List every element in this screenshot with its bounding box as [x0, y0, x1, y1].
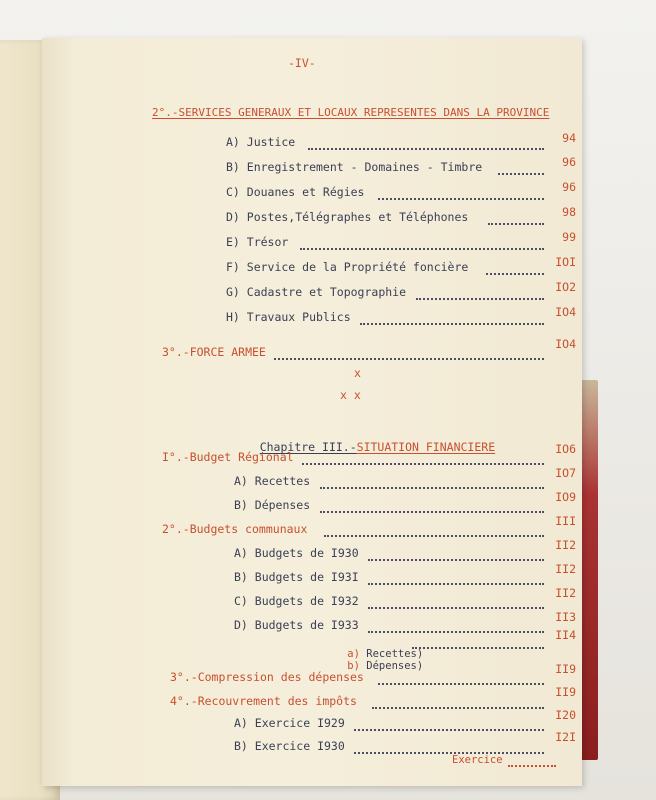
toc-entry-page: 98: [562, 205, 576, 219]
page-number: -IV-: [288, 56, 316, 70]
toc-entry-page: IOI: [555, 255, 576, 269]
dot-leader: [498, 173, 544, 175]
sub-entry-b-marker: b): [347, 660, 360, 672]
separator-mark: x x: [340, 388, 361, 402]
dot-leader: [300, 248, 544, 250]
toc-entry-label: A) Justice: [226, 135, 296, 149]
dot-leader: [412, 647, 544, 649]
toc-entry-page: IO4: [555, 305, 576, 319]
compression-heading: 3°.-Compression des dépenses: [170, 670, 364, 684]
sub-entry-a-marker: a): [347, 648, 360, 660]
toc-entry-label: C) Budgets de I932: [234, 594, 359, 608]
dot-leader: [488, 223, 544, 225]
toc-entry-label: B) Dépenses: [234, 498, 311, 512]
dot-leader: [274, 358, 544, 360]
dot-leader: [354, 752, 544, 754]
sub-entry-a-label: Recettes): [366, 648, 424, 660]
toc-entry-label: A) Exercice I929: [234, 716, 345, 730]
dot-leader: [368, 631, 544, 633]
toc-entry-page: II2: [555, 562, 576, 576]
toc-entry-page: 96: [562, 155, 576, 169]
dot-leader: [368, 607, 544, 609]
toc-entry-label: E) Trésor: [226, 235, 289, 249]
dot-leader: [372, 707, 544, 709]
toc-entry-page: IO2: [555, 280, 576, 294]
dot-leader: [354, 729, 544, 731]
budget-regional-page: IO6: [555, 442, 576, 456]
toc-entry-label: F) Service de la Propriété foncière: [226, 260, 469, 274]
recouvrement-heading: 4°.-Recouvrement des impôts: [170, 694, 357, 708]
dot-leader: [360, 323, 544, 325]
dot-leader: [486, 273, 544, 275]
toc-entry-page: II3: [555, 610, 576, 624]
sub-entry-page: II4: [555, 628, 576, 642]
footer-catchword: Exercice: [452, 754, 503, 766]
toc-entry-label: A) Recettes: [234, 474, 311, 488]
dot-leader: [324, 535, 544, 537]
dot-leader: [378, 683, 544, 685]
section-3-heading: 3°.-FORCE ARMEE: [162, 345, 266, 359]
separator-mark: x: [354, 366, 361, 380]
toc-entry-label: H) Travaux Publics: [226, 310, 351, 324]
dot-leader: [368, 559, 544, 561]
dot-leader: [378, 198, 544, 200]
budgets-communaux-heading: 2°.-Budgets communaux: [162, 522, 308, 536]
section-3-page: IO4: [555, 337, 576, 351]
dot-leader: [508, 765, 556, 767]
budget-regional-heading: I°.-Budget Régional: [162, 450, 294, 464]
chapter-prefix: Chapitre III.-: [259, 440, 357, 454]
document-page: [42, 38, 582, 786]
dot-leader: [308, 148, 544, 150]
sub-entry-b-label: Dépenses): [366, 660, 424, 672]
dot-leader: [368, 583, 544, 585]
dot-leader: [302, 463, 544, 465]
chapter-title: SITUATION FINANCIERE: [356, 440, 496, 454]
toc-entry-label: B) Budgets de I93I: [234, 570, 359, 584]
toc-entry-page: IO7: [555, 466, 576, 480]
toc-entry-label: D) Budgets de I933: [234, 618, 359, 632]
toc-entry-label: D) Postes,Télégraphes et Téléphones: [226, 210, 469, 224]
toc-entry-page: IO9: [555, 490, 576, 504]
section-2-heading: 2°.-SERVICES GENERAUX ET LOCAUX REPRESENTES DANS LA PROVINCE: [152, 106, 550, 119]
toc-entry-page: I20: [555, 708, 576, 722]
toc-entry-page: 99: [562, 230, 576, 244]
toc-entry-label: C) Douanes et Régies: [226, 185, 365, 199]
toc-entry-label: A) Budgets de I930: [234, 546, 359, 560]
recouvrement-page: II9: [555, 685, 576, 699]
toc-entry-page: II2: [555, 538, 576, 552]
toc-entry-page: II2: [555, 586, 576, 600]
dot-leader: [320, 487, 544, 489]
dot-leader: [320, 511, 544, 513]
toc-entry-label: B) Enregistrement - Domaines - Timbre: [226, 160, 483, 174]
toc-entry-page: 94: [562, 131, 576, 145]
toc-entry-label: G) Cadastre et Topographie: [226, 285, 407, 299]
toc-entry-page: 96: [562, 180, 576, 194]
toc-entry-page: I2I: [555, 730, 576, 744]
compression-page: II9: [555, 662, 576, 676]
toc-entry-label: B) Exercice I930: [234, 739, 345, 753]
dot-leader: [416, 298, 544, 300]
budgets-communaux-page: III: [555, 514, 576, 528]
